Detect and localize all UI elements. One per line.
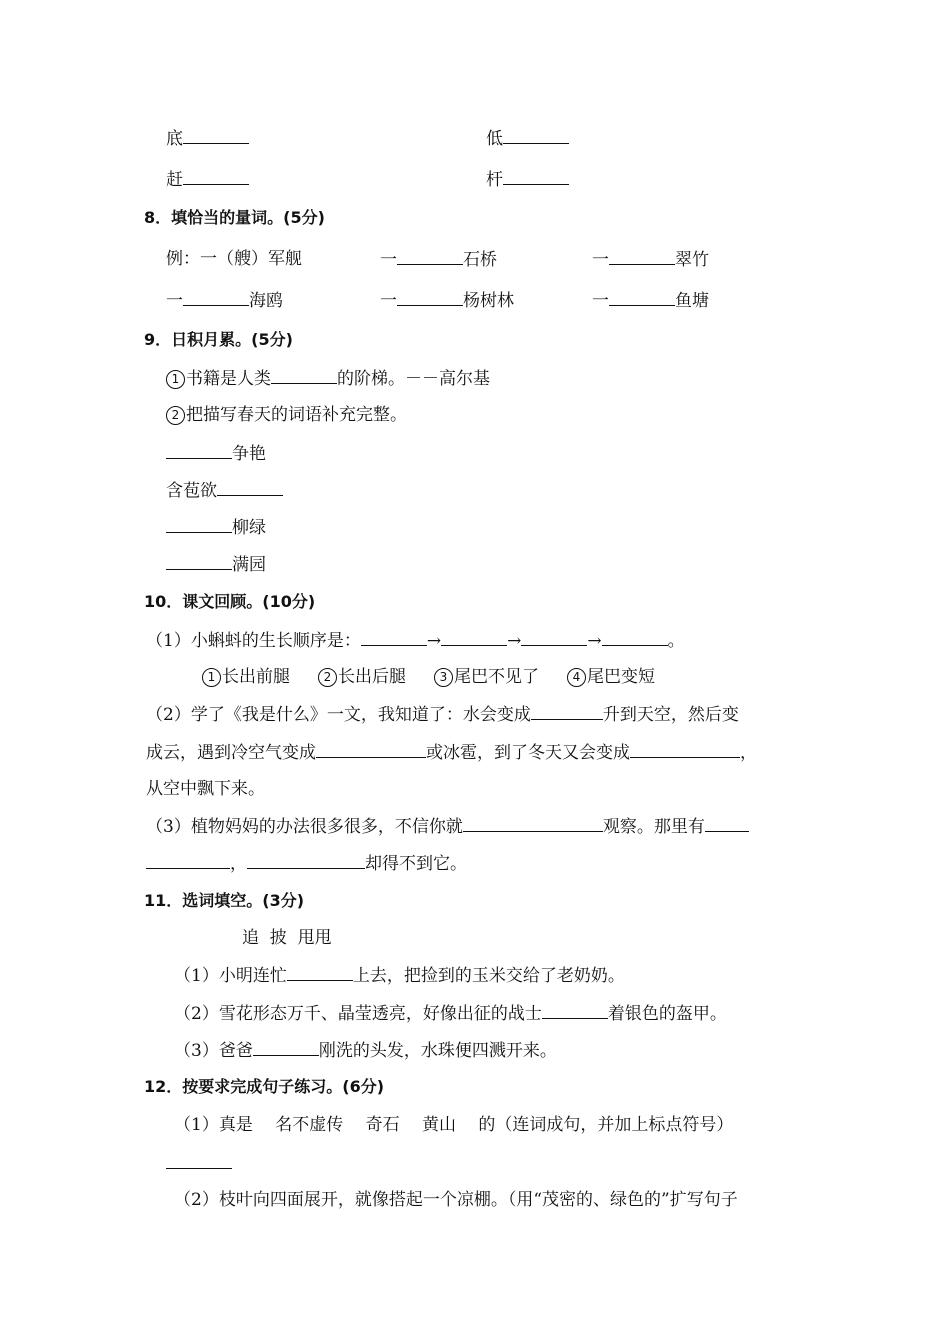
word-row-1b bbox=[486, 127, 569, 150]
q9-line-1 bbox=[166, 367, 490, 390]
text: 着银色的盔甲。 bbox=[607, 1004, 727, 1024]
q9-line-2 bbox=[166, 404, 407, 426]
yi-label: 一 bbox=[380, 250, 397, 270]
q10-line-1 bbox=[146, 629, 685, 652]
text: 把描写春天的词语补充完整。 bbox=[186, 405, 407, 425]
text: 或冰雹，到了冬天又会变成 bbox=[426, 743, 630, 763]
answer-blank[interactable] bbox=[316, 741, 426, 758]
q10-line-3 bbox=[146, 741, 757, 764]
yi-label: 一 bbox=[166, 291, 183, 311]
q9-word-1 bbox=[166, 442, 266, 465]
option-2 bbox=[318, 667, 406, 687]
word-gan: 赶 bbox=[166, 170, 183, 190]
q8-title: 8．填恰当的量词。(5分) bbox=[144, 208, 325, 227]
text: 尾巴变短 bbox=[587, 667, 655, 687]
text: ， bbox=[740, 743, 757, 763]
q10-line-4: 从空中飘下来。 bbox=[146, 779, 265, 799]
q10-line-6 bbox=[146, 852, 467, 875]
answer-blank[interactable] bbox=[166, 516, 232, 533]
arrow-icon: → bbox=[507, 631, 522, 651]
text: ， bbox=[230, 854, 247, 874]
text: （3）爸爸 bbox=[174, 1041, 253, 1061]
yi-label: 一 bbox=[592, 291, 609, 311]
text: （1）小蝌蚪的生长顺序是： bbox=[146, 631, 361, 651]
circled-number: 2 bbox=[166, 406, 185, 425]
text: 却得不到它。 bbox=[365, 854, 467, 874]
q11-line-2 bbox=[174, 1002, 727, 1025]
answer-blank[interactable] bbox=[217, 479, 283, 496]
answer-blank[interactable] bbox=[609, 248, 675, 265]
answer-blank[interactable] bbox=[253, 1039, 319, 1056]
answer-blank[interactable] bbox=[287, 964, 353, 981]
answer-blank[interactable] bbox=[503, 127, 569, 144]
text: （2）雪花形态万千、晶莹透亮，好像出征的战士 bbox=[174, 1004, 542, 1024]
q8-item-4 bbox=[380, 289, 514, 312]
q11-line-1 bbox=[174, 964, 625, 987]
text: 升到天空，然后变 bbox=[602, 705, 739, 725]
circled-number: 1 bbox=[202, 668, 221, 687]
text: 的阶梯。－－高尔基 bbox=[337, 369, 490, 389]
q12-line-1: （1）真是 名不虚传 奇石 黄山 的（连词成句，并加上标点符号） bbox=[174, 1115, 734, 1135]
q8-example: 例：一（艘）军舰 bbox=[166, 249, 302, 269]
yi-label: 一 bbox=[592, 250, 609, 270]
answer-blank[interactable] bbox=[166, 553, 232, 570]
text: 含苞欲 bbox=[166, 481, 217, 501]
q11-word-bank: 追 披 甩甩 bbox=[242, 928, 332, 948]
answer-blank[interactable] bbox=[247, 852, 365, 869]
answer-blank[interactable] bbox=[397, 289, 463, 306]
text: 观察。那里有 bbox=[602, 817, 705, 837]
circled-number: 1 bbox=[166, 370, 185, 389]
item-label: 石桥 bbox=[463, 250, 497, 270]
answer-blank[interactable] bbox=[183, 289, 249, 306]
item-label: 海鸥 bbox=[249, 291, 283, 311]
text: 成云，遇到冷空气变成 bbox=[146, 743, 316, 763]
answer-blank[interactable] bbox=[183, 168, 249, 185]
text: 上去，把捡到的玉米交给了老奶奶。 bbox=[352, 966, 625, 986]
q9-word-4 bbox=[166, 553, 266, 576]
q8-item-2 bbox=[592, 248, 709, 271]
q12-answer-blank-row bbox=[166, 1152, 232, 1175]
q10-line-2 bbox=[146, 703, 739, 726]
answer-blank[interactable] bbox=[397, 248, 463, 265]
word-row-1 bbox=[166, 127, 249, 150]
text: 长出前腿 bbox=[222, 667, 290, 687]
word-gan2: 杆 bbox=[486, 170, 503, 190]
answer-blank[interactable] bbox=[503, 168, 569, 185]
circled-number: 4 bbox=[567, 668, 586, 687]
arrow-icon: → bbox=[587, 631, 602, 651]
text: 争艳 bbox=[232, 444, 266, 464]
q9-word-2 bbox=[166, 479, 283, 502]
option-1 bbox=[202, 667, 290, 687]
text: 书籍是人类 bbox=[186, 369, 271, 389]
q9-title: 9．日积月累。(5分) bbox=[144, 330, 293, 349]
q10-line-5 bbox=[146, 815, 749, 838]
circled-number: 3 bbox=[434, 668, 453, 687]
yi-label: 一 bbox=[380, 291, 397, 311]
answer-blank[interactable] bbox=[361, 629, 427, 646]
q8-item-1 bbox=[380, 248, 497, 271]
answer-blank[interactable] bbox=[441, 629, 507, 646]
word-di-low: 低 bbox=[486, 129, 503, 149]
word-di-bottom: 底 bbox=[166, 129, 183, 149]
option-3 bbox=[434, 667, 539, 687]
answer-blank[interactable] bbox=[166, 442, 232, 459]
q10-title: 10．课文回顾。(10分) bbox=[144, 592, 316, 611]
word-row-2b bbox=[486, 168, 569, 191]
q12-title: 12．按要求完成句子练习。(6分) bbox=[144, 1077, 385, 1096]
text: 柳绿 bbox=[232, 518, 266, 538]
circled-number: 2 bbox=[318, 668, 337, 687]
q11-title: 11．选词填空。(3分) bbox=[144, 891, 305, 910]
word-row-2 bbox=[166, 168, 249, 191]
text: （2）学了《我是什么》一文，我知道了：水会变成 bbox=[146, 705, 531, 725]
q8-item-3 bbox=[166, 289, 283, 312]
answer-blank[interactable] bbox=[531, 703, 603, 720]
answer-blank[interactable] bbox=[463, 815, 603, 832]
text: 刚洗的头发，水珠便四溅开来。 bbox=[318, 1041, 557, 1061]
text: （3）植物妈妈的办法很多很多，不信你就 bbox=[146, 817, 463, 837]
answer-blank[interactable] bbox=[609, 289, 675, 306]
answer-blank[interactable] bbox=[602, 629, 668, 646]
text: 满园 bbox=[232, 555, 266, 575]
q8-item-5 bbox=[592, 289, 709, 312]
answer-blank[interactable] bbox=[521, 629, 587, 646]
option-4 bbox=[567, 667, 655, 687]
text: （1）小明连忙 bbox=[174, 966, 287, 986]
q10-options bbox=[202, 666, 655, 688]
item-label: 翠竹 bbox=[675, 250, 709, 270]
item-label: 杨树林 bbox=[463, 291, 514, 311]
answer-blank[interactable] bbox=[542, 1002, 608, 1019]
answer-blank[interactable] bbox=[705, 815, 749, 832]
text: 。 bbox=[667, 631, 685, 651]
text: 长出后腿 bbox=[338, 667, 406, 687]
answer-blank[interactable] bbox=[630, 741, 740, 758]
q12-line-2: （2）枝叶向四面展开，就像搭起一个凉棚。（用“茂密的、绿色的”扩写句子 bbox=[174, 1190, 738, 1210]
answer-blank[interactable] bbox=[183, 127, 249, 144]
arrow-icon: → bbox=[426, 631, 442, 651]
answer-blank[interactable] bbox=[271, 367, 337, 384]
item-label: 鱼塘 bbox=[675, 291, 709, 311]
q9-word-3 bbox=[166, 516, 266, 539]
answer-blank[interactable] bbox=[166, 1152, 232, 1169]
answer-blank[interactable] bbox=[146, 852, 230, 869]
text: 尾巴不见了 bbox=[454, 667, 539, 687]
q11-line-3 bbox=[174, 1039, 557, 1062]
